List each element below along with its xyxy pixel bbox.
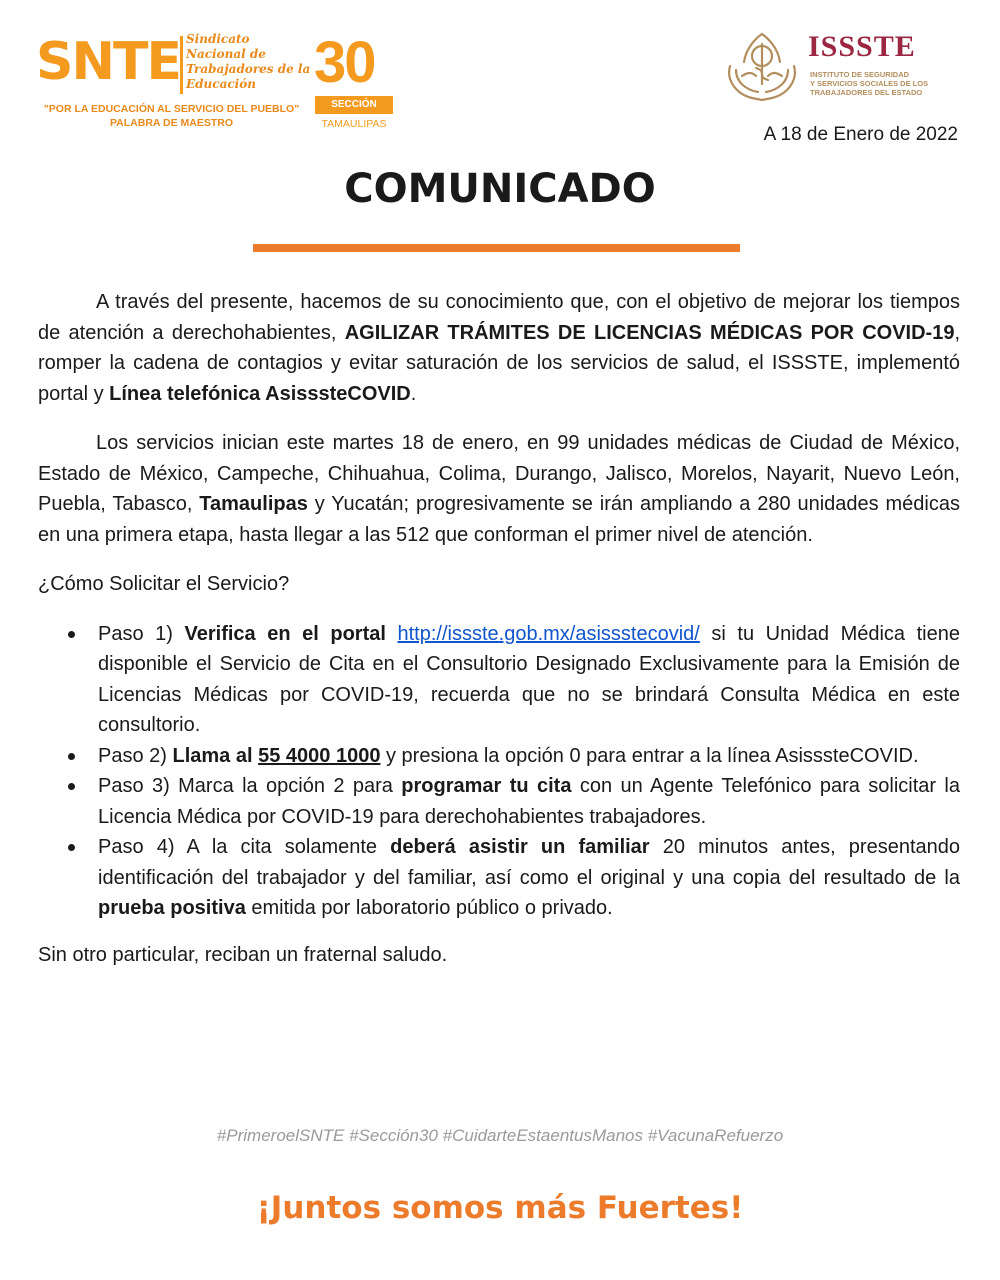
emphasis-text: Verifica en el portal — [184, 622, 386, 645]
phone-number: 55 4000 1000 — [258, 744, 381, 767]
list-item — [38, 771, 960, 832]
text-run: con un Agente Telefónico para solicitar la Licencia Médica por COVID-19 para derechohabientes trabajadores. — [98, 775, 960, 828]
issste-logo-block — [722, 26, 972, 106]
text-run: Paso 4) A la cita solamente — [98, 836, 391, 858]
issste-emblem-icon — [722, 26, 802, 104]
snte-name-line: Educación — [186, 77, 256, 91]
issste-subtitle-line: INSTITUTO DE SEGURIDAD — [810, 70, 910, 79]
issste-title: ISSSTE — [808, 30, 916, 63]
emphasis-text: Tamaulipas — [199, 493, 308, 515]
text-run: . — [410, 382, 417, 405]
snte-motto-line: "POR LA EDUCACIÓN AL SERVICIO DEL PUEBLO" — [43, 103, 300, 115]
issste-subtitle — [810, 70, 970, 97]
snte-motto — [34, 102, 309, 130]
page-title: COMUNICADO — [344, 166, 656, 212]
text-run: A través del presente, hacemos de su conocimiento que, con el objetivo de mejorar los tiempos de atención a derechohabientes, — [38, 291, 960, 344]
snte-logo: SNTE — [36, 32, 180, 92]
text-run: Paso 2) — [98, 744, 173, 767]
list-item — [38, 741, 960, 772]
text-run: y Yucatán; progresivamente se irán ampliando a 280 unidades médicas en una primera etapa, hasta llegar a las 512 que conforman el primer nivel de atención. — [38, 493, 960, 546]
list-item — [38, 832, 960, 924]
slogan: ¡Juntos somos más Fuertes! — [256, 1190, 744, 1226]
text-run: 20 minutos antes, presentando identificación del trabajador y del familiar, así como el original y una copia del resultado de la — [98, 836, 961, 889]
snte-name-line: Sindicato — [186, 32, 250, 46]
hashtags: #PrimeroelSNTE #Sección30 #CuidarteEstaentusManos #VacunaRefuerzo — [216, 1126, 784, 1145]
section-state: TAMAULIPAS — [321, 118, 387, 130]
text-run: , romper la cadena de contagios y evitar saturación de los servicios de salud, el ISSSTE, implementó portal y — [38, 321, 961, 405]
closing-line: Sin otro particular, reciban un fraternal saludo. — [38, 943, 448, 966]
title-underline — [253, 244, 740, 252]
emphasis-text: prueba positiva — [98, 897, 246, 919]
document-date: A 18 de Enero de 2022 — [763, 124, 958, 145]
list-item — [38, 619, 960, 741]
text-run: emitida por laboratorio público o privado. — [245, 897, 613, 919]
steps-list — [38, 619, 960, 924]
emphasis-text: Línea telefónica AsisssteCOVID — [109, 382, 411, 405]
emphasis-text: deberá asistir un familiar — [390, 836, 650, 858]
snte-motto-sub: PALABRA DE MAESTRO — [109, 117, 234, 129]
intro-paragraph — [38, 287, 960, 409]
text-run — [386, 623, 398, 645]
how-to-question: ¿Cómo Solicitar el Servicio? — [38, 573, 290, 595]
text-run: Los servicios inician este martes 18 de enero, en 99 unidades médicas de Ciudad de México, Estado de México, Campeche, Chihuahua, Colima, Durango, Jalisco, Morelos, Nayarit, Nuevo León, Puebla, Tabasco, — [38, 432, 960, 515]
issste-subtitle-line: TRABAJADORES DEL ESTADO — [810, 88, 923, 97]
services-paragraph — [38, 428, 960, 550]
snte-name — [186, 32, 316, 92]
section-number: 30 — [314, 30, 375, 95]
text-run: y presiona la opción 0 para entrar a la línea AsisssteCOVID. — [380, 744, 919, 767]
emphasis-text: Llama al — [172, 744, 259, 767]
issste-subtitle-line: Y SERVICIOS SOCIALES DE LOS — [810, 79, 929, 88]
emphasis-text: programar tu cita — [401, 775, 572, 797]
text-run: Paso 1) — [98, 622, 185, 645]
snte-name-line: Trabajadores de la — [186, 62, 311, 76]
text-run: si tu Unidad Médica tiene disponible el Servicio de Cita en el Consultorio Designado Exclusivamente para la Emisión de Licencias Médicas por COVID-19, recuerda que no se brindará Consulta Médica en este consultorio. — [98, 622, 960, 736]
document-body — [38, 287, 960, 970]
section-label: SECCIÓN — [315, 96, 393, 114]
snte-logo-block — [34, 28, 404, 134]
snte-name-line: Nacional de — [186, 47, 266, 61]
text-run: Paso 3) Marca la opción 2 para — [98, 775, 402, 797]
portal-link[interactable]: http://issste.gob.mx/asissstecovid/ — [397, 622, 700, 645]
emphasis-text: AGILIZAR TRÁMITES DE LICENCIAS MÉDICAS POR COVID-19 — [344, 321, 955, 344]
